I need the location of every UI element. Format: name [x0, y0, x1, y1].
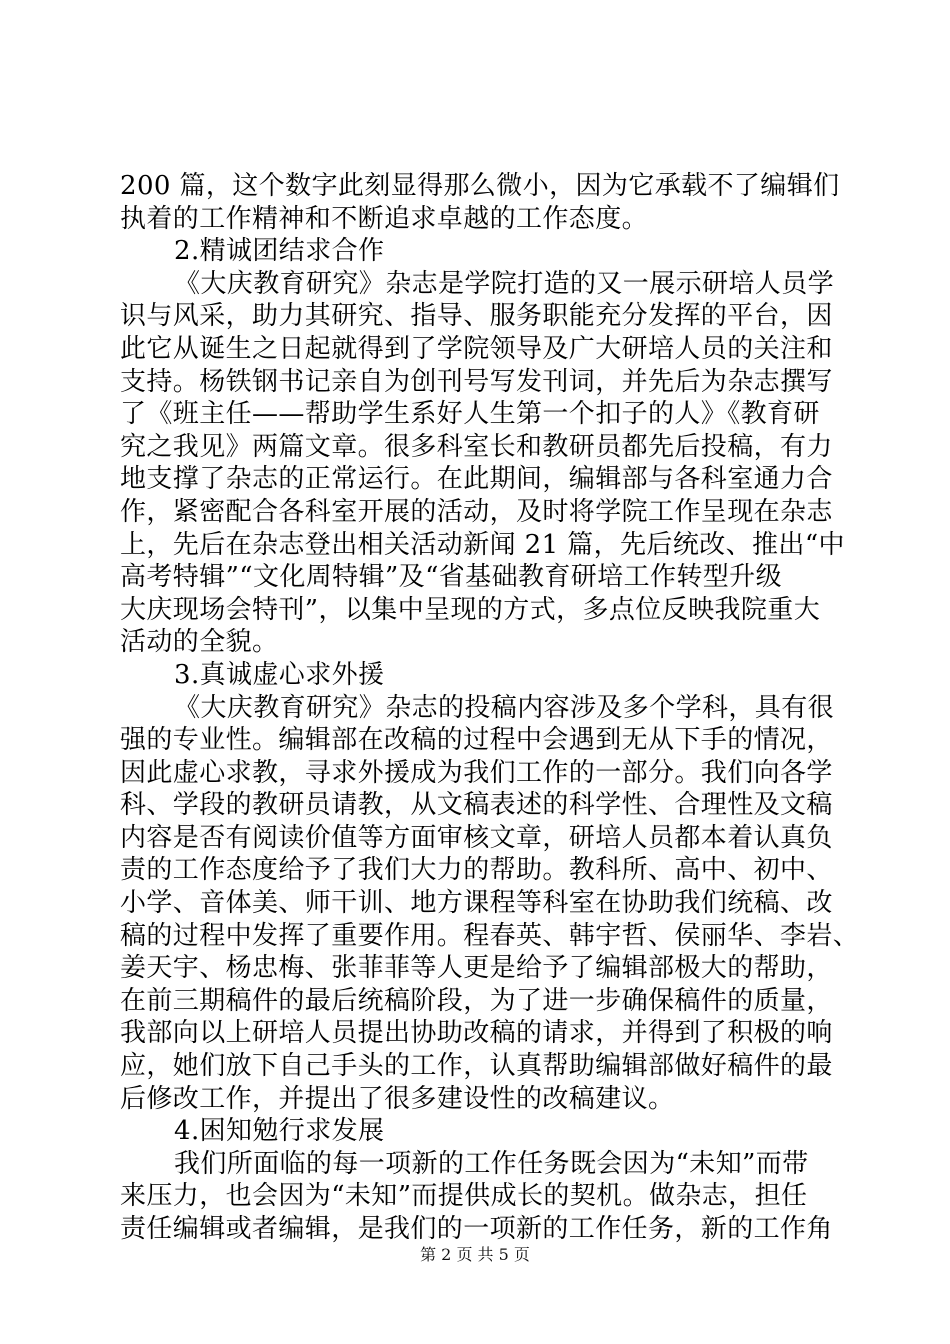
text-line: 我部向以上研培人员提出协助改稿的请求，并得到了积极的响: [120, 1018, 833, 1049]
text-line: 责的工作态度给予了我们大力的帮助。教科所、高中、初中、: [120, 855, 833, 886]
text-line: 科、学段的教研员请教，从文稿表述的科学性、合理性及文稿: [120, 790, 833, 821]
text-line: 了《班主任——帮助学生系好人生第一个扣子的人》《教育研: [120, 399, 820, 430]
text-line: 大庆现场会特刊”，以集中呈现的方式，多点位反映我院重大: [120, 594, 821, 625]
text-line: 责任编辑或者编辑，是我们的一项新的工作任务，新的工作角: [120, 1214, 833, 1244]
text-line: 后修改工作，并提出了很多建设性的改稿建议。: [120, 1083, 675, 1114]
text-line: 内容是否有阅读价值等方面审核文章，研培人员都本着认真负: [120, 822, 833, 853]
text-line: 高考特辑”“文化周特辑”及“省基础教育研培工作转型升级: [120, 562, 782, 593]
text-line: 识与风采，助力其研究、指导、服务职能充分发挥的平台，因: [120, 301, 833, 332]
page-number-footer: 第 2 页 共 5 页: [420, 1245, 530, 1264]
text-line: 上，先后在杂志登出相关活动新闻 21 篇，先后统改、推出“中: [120, 529, 845, 560]
section-heading-2: 2.精诚团结求合作: [174, 236, 385, 267]
text-line: 活动的全貌。: [120, 627, 279, 658]
text-line: 《大庆教育研究》杂志的投稿内容涉及多个学科，具有很: [174, 692, 835, 723]
text-line: 究之我见》两篇文章。很多科室长和教研员都先后投稿，有力: [120, 431, 833, 462]
text-line: 执着的工作精神和不断追求卓越的工作态度。: [120, 203, 649, 234]
text-line: 稿的过程中发挥了重要作用。程春英、韩宇哲、侯丽华、李岩、: [120, 920, 860, 951]
text-line: 《大庆教育研究》杂志是学院打造的又一展示研培人员学: [174, 268, 835, 299]
text-line: 来压力，也会因为“未知”而提供成长的契机。做杂志，担任: [120, 1181, 808, 1212]
section-heading-4: 4.困知勉行求发展: [174, 1116, 385, 1147]
text-line: 小学、音体美、师干训、地方课程等科室在协助我们统稿、改: [120, 888, 833, 919]
section-heading-3: 3.真诚虚心求外援: [174, 659, 385, 690]
text-line: 我们所面临的每一项新的工作任务既会因为“未知”而带: [174, 1148, 809, 1179]
text-line: 支持。杨铁钢书记亲自为创刊号写发刊词，并先后为杂志撰写: [120, 366, 833, 397]
text-line: 姜天宇、杨忠梅、张菲菲等人更是给予了编辑部极大的帮助，: [120, 953, 833, 984]
text-line: 强的专业性。编辑部在改稿的过程中会遇到无从下手的情况，: [120, 725, 833, 756]
text-line: 地支撑了杂志的正常运行。在此期间，编辑部与各科室通力合: [120, 464, 833, 495]
text-line: 此它从诞生之日起就得到了学院领导及广大研培人员的关注和: [120, 333, 833, 364]
text-line: 因此虚心求教，寻求外援成为我们工作的一部分。我们向各学: [120, 757, 833, 788]
text-line: 应，她们放下自己手头的工作，认真帮助编辑部做好稿件的最: [120, 1051, 833, 1082]
document-body: [120, 170, 860, 1246]
text-line: 作，紧密配合各科室开展的活动，及时将学院工作呈现在杂志: [120, 496, 833, 527]
text-line: 在前三期稿件的最后统稿阶段，为了进一步确保稿件的质量，: [120, 985, 833, 1016]
text-line: 200 篇，这个数字此刻显得那么微小，因为它承载不了编辑们: [120, 171, 840, 201]
